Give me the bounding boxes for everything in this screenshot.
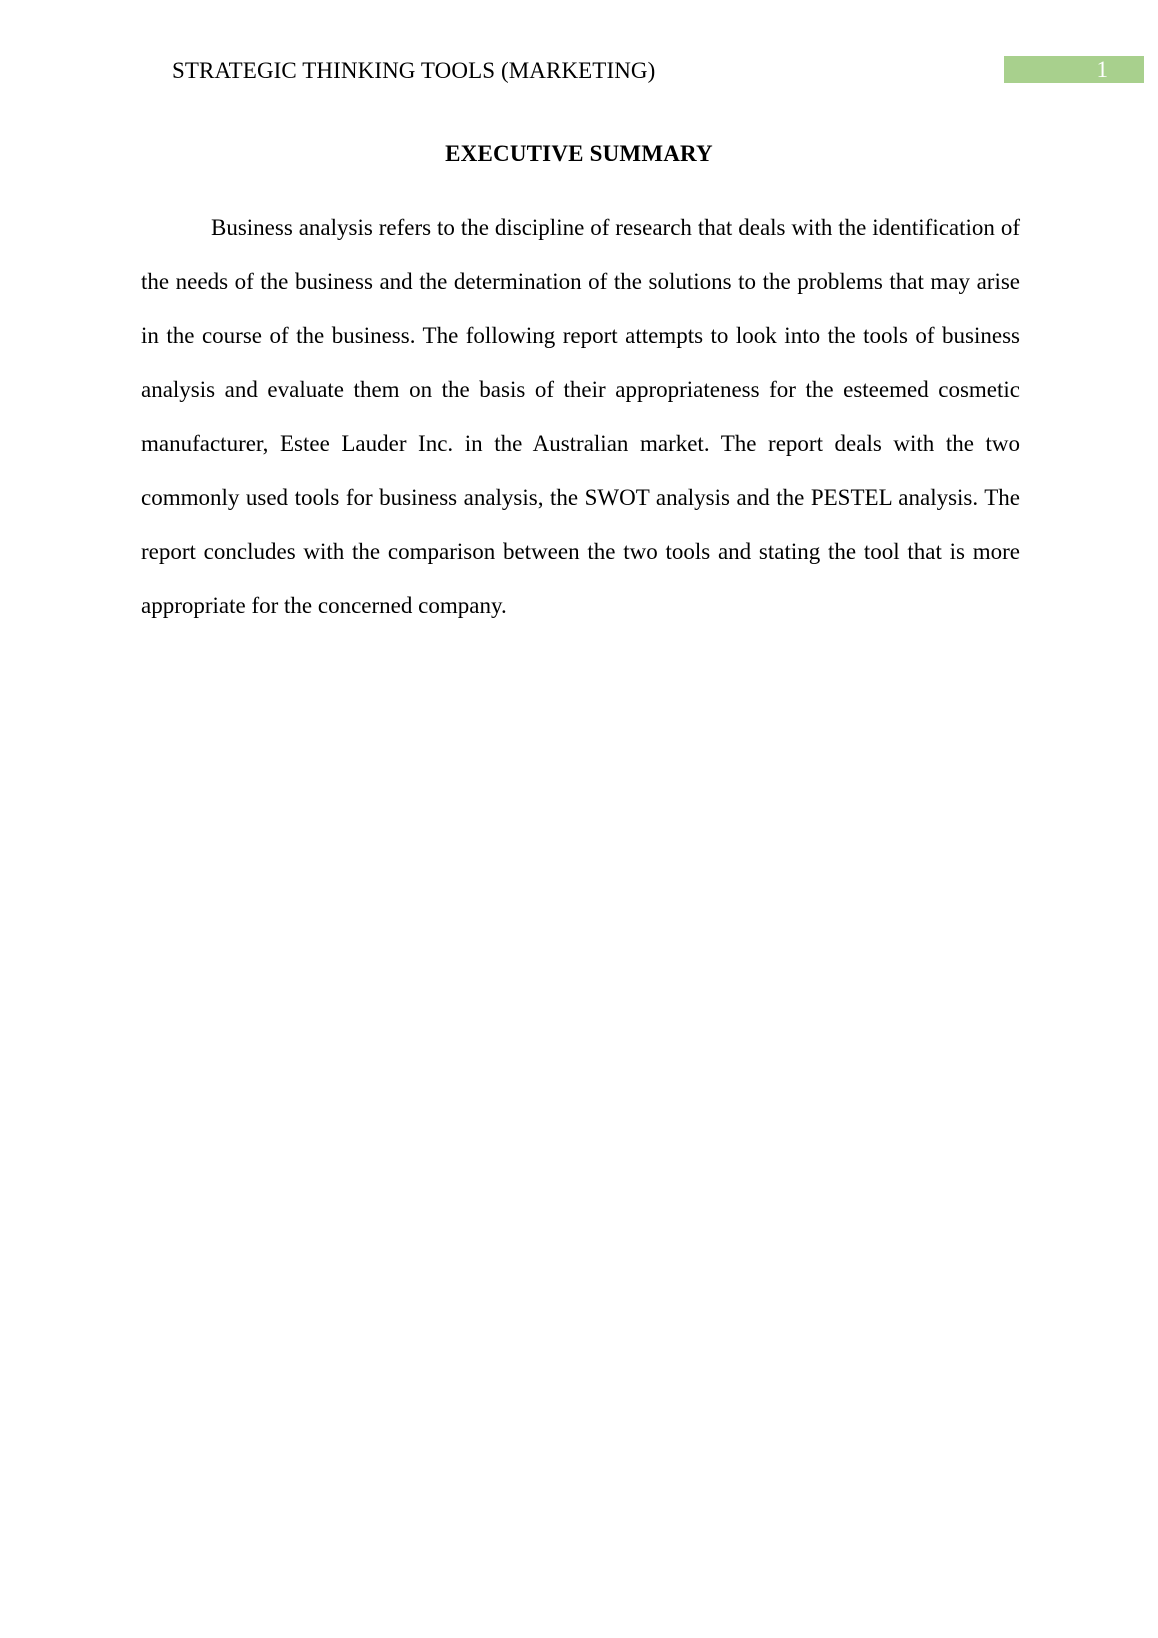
section-heading: EXECUTIVE SUMMARY: [445, 141, 713, 166]
running-header-title: STRATEGIC THINKING TOOLS (MARKETING): [172, 58, 656, 83]
page-number-badge: [1004, 56, 1144, 83]
page-number: 1: [1096, 57, 1108, 82]
summary-paragraph: Business analysis refers to the discipline of research that deals with the identification of the needs of the business and the determination of the solutions to the problems that may arise in the course of the business. The following report attempts to look into the tools of business analysis and evaluate them on the basis of their appropriateness for the esteemed cosmetic manufacturer, Estee Lauder Inc. in the Australian market. The report deals with the two commonly used tools for business analysis, the SWOT analysis and the PESTEL analysis. The report concludes with the comparison between the two tools and stating the tool that is more appropriate for the concerned company.: [141, 215, 1020, 618]
